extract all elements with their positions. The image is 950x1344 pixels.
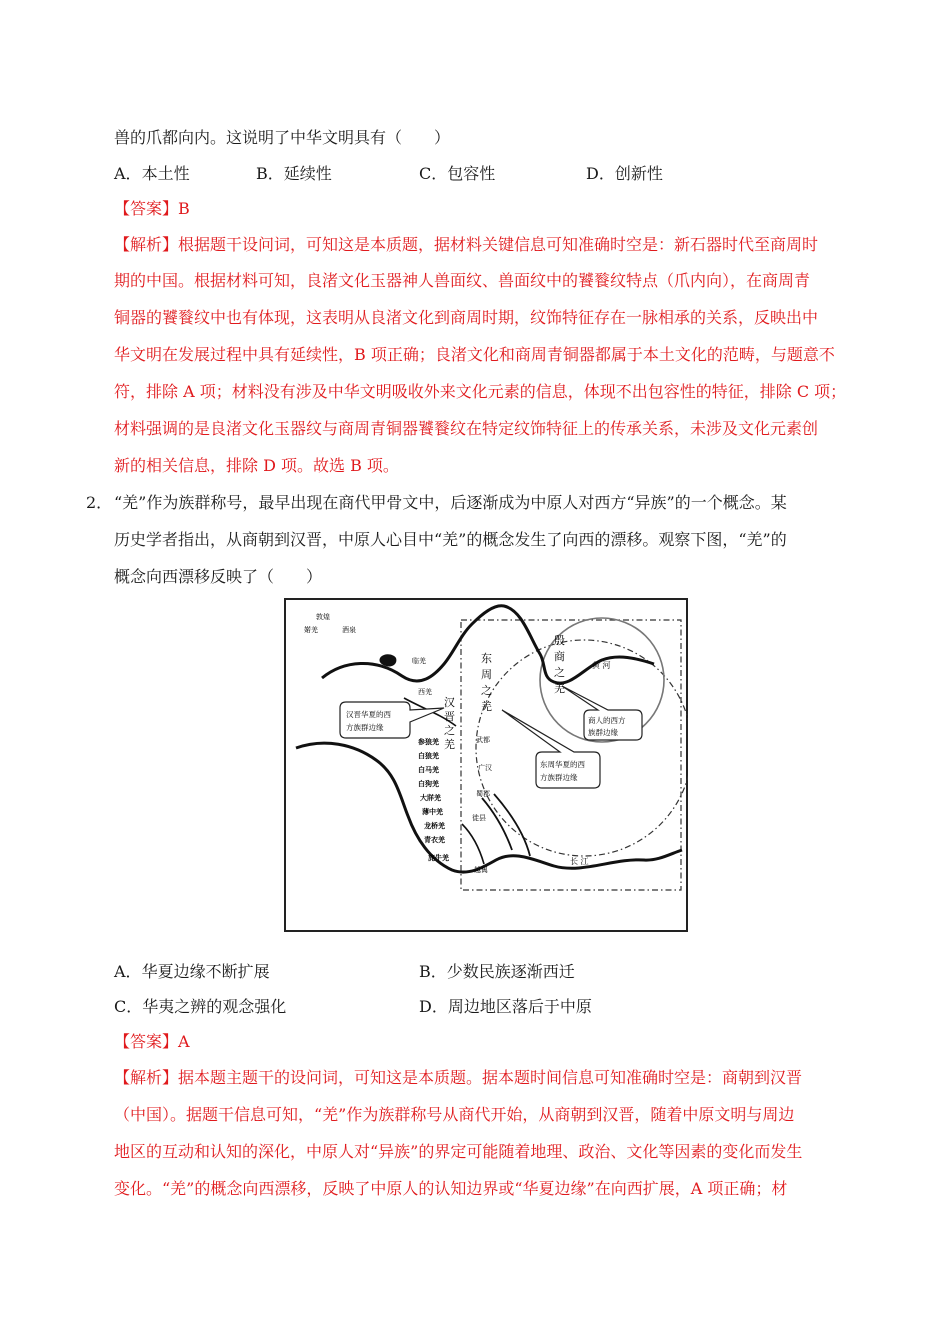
q2-stem-line: “羌”作为族群称号，最早出现在商代甲骨文中，后逐渐成为中原人对西方“异族”的一个概念。某 <box>114 493 787 512</box>
svg-text:东: 东 <box>481 652 492 665</box>
place-xiqiang: 西羌 <box>418 688 432 696</box>
svg-text:羌: 羌 <box>444 738 455 751</box>
q2-analysis-line: 【解析】据本题主题干的设问词，可知这是本质题。据本题时间信息可知准确时空是：商朝到汉晋 <box>114 1068 803 1087</box>
q1-option-d[interactable]: D．创新性 <box>586 164 663 183</box>
svg-text:羌: 羌 <box>481 700 492 713</box>
tribe-label: 青衣羌 <box>424 835 445 844</box>
tribe-label: 参狼羌 <box>418 737 439 746</box>
place-wudu: 武都 <box>476 736 490 744</box>
q1-option-b[interactable]: B．延续性 <box>256 164 332 183</box>
q2-analysis-line: 地区的互动和认知的深化，中原人对“异族”的界定可能随着地理、政治、文化等因素的变化而发生 <box>114 1142 803 1161</box>
svg-text:方族群边缘: 方族群边缘 <box>346 723 384 732</box>
svg-text:晋: 晋 <box>444 710 455 723</box>
tribe-label: 大牂羌 <box>420 793 441 802</box>
q2-option-a[interactable]: A．华夏边缘不断扩展 <box>114 962 270 981</box>
q2-analysis-line: （中国）。据题干信息可知，“羌”作为族群称号从商代开始，从商朝到汉晋，随着中原文明与周边 <box>114 1105 795 1124</box>
q1-stem-tail: 兽的爪都向内。这说明了中华文明具有（ ） <box>114 128 451 147</box>
svg-text:汉晋华夏的西: 汉晋华夏的西 <box>346 710 391 719</box>
place-linqiang: 临羌 <box>412 657 426 665</box>
svg-text:商: 商 <box>554 650 565 663</box>
place-ruoqiang: 婼羌 <box>304 626 318 634</box>
place-dunhuang: 敦煌 <box>316 613 330 621</box>
place-yuexi: 越嶲 <box>474 866 488 874</box>
q2-stem-line: 历史学者指出，从商朝到汉晋，中原人心目中“羌”的概念发生了向西的漂移。观察下图，“羌”的 <box>114 530 787 549</box>
tribe-label: 薄中羌 <box>422 807 443 816</box>
q2-number: 2． <box>86 493 113 512</box>
svg-text:之: 之 <box>481 684 492 697</box>
q1-answer: 【答案】B <box>114 199 190 218</box>
place-jiuquan: 酒泉 <box>342 626 356 634</box>
place-guanghan: 广汉 <box>478 764 492 772</box>
q1-analysis-line: 华文明在发展过程中具有延续性，B 项正确；良渚文化和商周青铜器都属于本土文化的范畴，与题意不 <box>114 345 835 364</box>
q2-option-d[interactable]: D．周边地区落后于中原 <box>419 997 592 1016</box>
q1-analysis-line: 符，排除 A 项；材料没有涉及中华文明吸收外来文化元素的信息，体现不出包容性的特征，排除 C 项； <box>114 382 847 401</box>
tribe-label: 龙桥羌 <box>424 821 445 830</box>
q2-answer: 【答案】A <box>114 1032 190 1051</box>
svg-text:之: 之 <box>554 666 565 679</box>
tribe-label: 白马羌 <box>418 765 439 774</box>
q1-analysis-line: 【解析】根据题干设问词，可知这是本质题，据材料关键信息可知准确时空是：新石器时代至商周时 <box>114 235 819 254</box>
place-xiantu: 徙县 <box>472 814 486 822</box>
q2-option-b[interactable]: B．少数民族逐渐西迁 <box>419 962 575 981</box>
tribe-label: 白狗羌 <box>418 779 439 788</box>
svg-text:商人的西方: 商人的西方 <box>588 716 626 725</box>
q1-analysis-line: 材料强调的是良渚文化玉器纹与商周青铜器饕餮纹在特定纹饰特征上的传承关系，未涉及文化元素创 <box>114 419 819 438</box>
q1-analysis-line: 新的相关信息，排除 D 项。故选 B 项。 <box>114 456 399 475</box>
svg-text:羌: 羌 <box>554 682 565 695</box>
q2-stem-line: 概念向西漂移反映了（ ） <box>114 567 323 586</box>
q1-option-a[interactable]: A．本土性 <box>114 164 190 183</box>
q2-option-c[interactable]: C．华夷之辨的观念强化 <box>114 997 287 1016</box>
svg-text:东周华夏的西: 东周华夏的西 <box>540 760 585 769</box>
qiang-migration-map <box>284 598 688 932</box>
svg-text:殷: 殷 <box>554 634 565 647</box>
q1-option-c[interactable]: C．包容性 <box>419 164 496 183</box>
label-hanjin-qiang <box>444 696 455 751</box>
svg-text:周: 周 <box>481 668 492 681</box>
place-huanghe: 黄 河 <box>592 661 611 670</box>
q1-analysis-line: 期的中国。根据材料可知，良渚文化玉器神人兽面纹、兽面纹中的饕餮纹特点（爪内向），在商周青 <box>114 271 811 290</box>
tribe-label: 白狼羌 <box>418 751 439 760</box>
q1-analysis-line: 铜器的饕餮纹中也有体现，这表明从良渚文化到商周时期，纹饰特征存在一脉相承的关系，反映出中 <box>114 308 819 327</box>
tribe-label-bottom: 旄牛羌 <box>428 853 449 862</box>
place-changjiang: 长 江 <box>570 857 589 866</box>
place-shubu: 蜀郡 <box>476 790 490 798</box>
svg-text:之: 之 <box>444 724 455 737</box>
svg-text:方族群边缘: 方族群边缘 <box>540 773 578 782</box>
svg-text:汉: 汉 <box>444 696 455 709</box>
svg-text:族群边缘: 族群边缘 <box>588 728 618 737</box>
q2-analysis-line: 变化。“羌”的概念向西漂移，反映了中原人的认知边界或“华夏边缘”在向西扩展，A 项正确；材 <box>114 1179 788 1198</box>
